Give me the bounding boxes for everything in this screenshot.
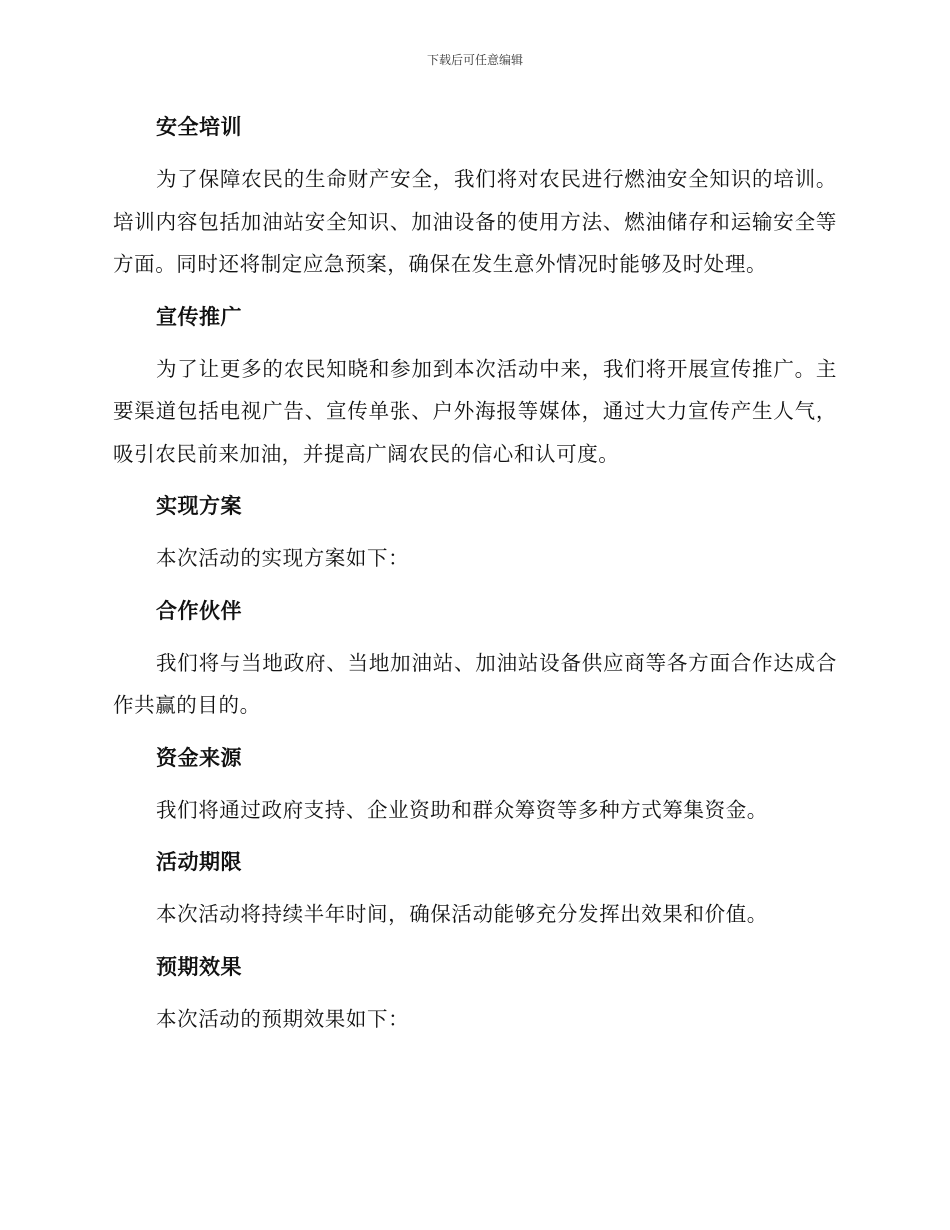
page-header: 下载后可任意编辑 (426, 53, 523, 67)
section-heading-promotion: 宣传推广 (156, 304, 242, 329)
document-body (113, 106, 837, 1050)
section-body-promotion: 为了让更多的农民知晓和参加到本次活动中来，我们将开展宣传推广。主要渠道包括电视广告、宣传单张、户外海报等媒体，通过大力宣传产生人气，吸引农民前来加油，并提高广阔农民的信心和认可度。 (113, 356, 837, 466)
section-body-partners: 我们将与当地政府、当地加油站、加油站设备供应商等各方面合作达成合作共赢的目的。 (113, 650, 837, 717)
section-heading-implementation-plan: 实现方案 (156, 494, 242, 518)
section-body-safety-training: 为了保障农民的生命财产安全，我们将对农民进行燃油安全知识的培训。培训内容包括加油站安全知识、加油设备的使用方法、燃油储存和运输安全等方面。同时还将制定应急预案，确保在发生意外情况时能够及时处理。 (113, 167, 837, 276)
section-heading-partners: 合作伙伴 (156, 598, 242, 623)
section-heading-expected-results: 预期效果 (156, 954, 242, 979)
section-body-activity-period: 本次活动将持续半年时间，确保活动能够充分发挥出效果和价值。 (156, 902, 768, 926)
section-body-expected-results: 本次活动的预期效果如下： (156, 1006, 410, 1031)
section-heading-activity-period: 活动期限 (156, 850, 242, 874)
section-heading-safety-training: 安全培训 (156, 115, 242, 139)
section-body-funding-sources: 我们将通过政府支持、企业资助和群众筹资等多种方式筹集资金。 (156, 797, 768, 822)
section-heading-funding-sources: 资金来源 (156, 745, 242, 770)
section-body-implementation-plan: 本次活动的实现方案如下： (156, 546, 410, 570)
